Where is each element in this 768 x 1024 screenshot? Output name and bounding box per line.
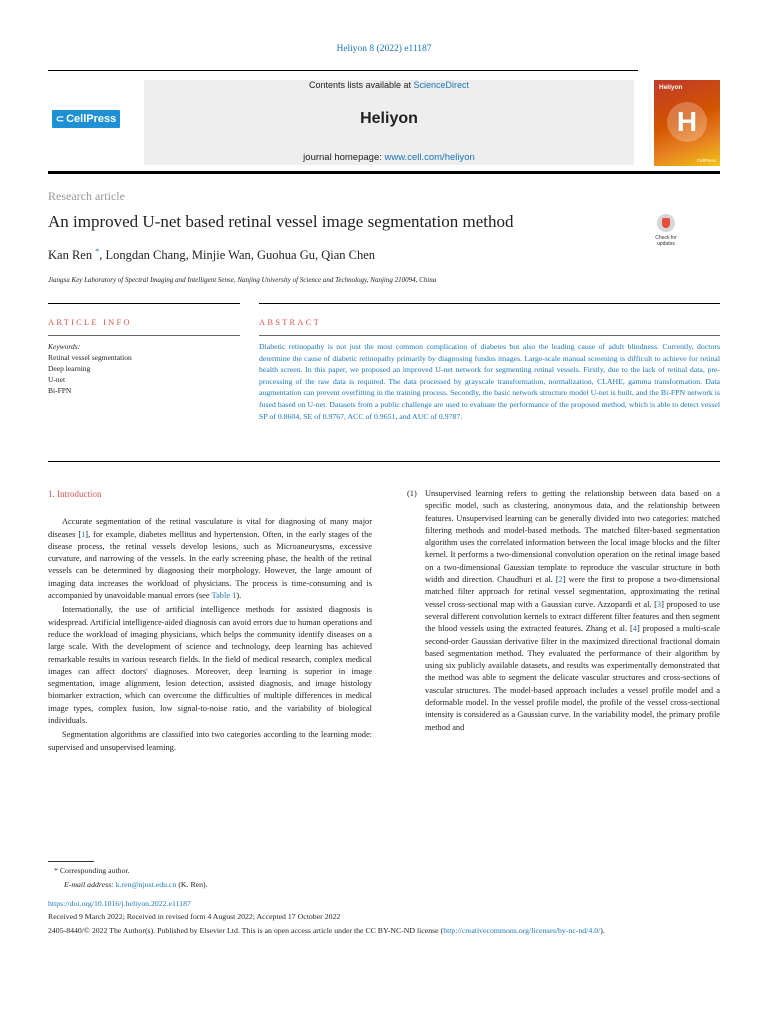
keywords-block	[48, 341, 238, 396]
cover-logo-icon: H	[667, 102, 707, 142]
citation-link[interactable]: 3	[656, 599, 662, 609]
email-footnote	[64, 880, 208, 889]
contents-line	[144, 80, 634, 90]
check-updates-label: Check for updates	[655, 235, 677, 247]
affiliation: Jiangsu Key Laboratory of Spectral Imaging and Intelligent Sense, Nanjing University of Science and Technology, Nanjing 210094, China	[48, 276, 437, 284]
header-top-rule	[48, 70, 638, 71]
list-body	[425, 488, 720, 734]
cellpress-logo-text: CellPress	[66, 113, 117, 125]
keyword-item: Bi-FPN	[48, 386, 72, 395]
email-suffix: (K. Ren).	[176, 880, 208, 889]
homepage-link[interactable]: www.cell.com/heliyon	[384, 152, 475, 163]
abstract-rule	[259, 303, 720, 304]
journal-reference[interactable]: Heliyon 8 (2022) e11187	[336, 44, 432, 54]
list-text-part: ] were the first to propose a two-dimensional matched filter approach for retinal vessel segmentation, approximating the retinal vessel cross-sectional map with a Gaussian curve. Azzopardi et al. [	[425, 575, 721, 609]
keyword-item: U-net	[48, 375, 66, 384]
citation-link[interactable]: 1	[81, 529, 86, 539]
license-link[interactable]: http://creativecommons.org/licenses/by-nc-nd/4.0/	[443, 926, 601, 935]
intro-paragraph-1	[48, 516, 372, 602]
header-bottom-rule	[48, 171, 720, 174]
footnote-rule	[48, 861, 94, 862]
abstract-bottom-rule	[48, 461, 720, 462]
list-text-part: ] proposed a multi-scale second-order Gaussian derivative filter in the maximized directional fractional domain based segmentation method. They evaluated the performance of their algorithm by using six publicly available datasets, and results was experimentally demonstrated that the method was able to segment the delicate vascular structures and cross-sections of vascular structures. The model-based approach includes a vessel profile model and a deformable model. In the vessel profile model, the profile of the vessel cross-sectional intensity is considered as a Gaussian curve. In the variability model, the primary profile method and	[425, 624, 720, 732]
check-for-updates-button[interactable]	[646, 214, 684, 252]
homepage-prefix: journal homepage:	[303, 152, 385, 163]
homepage-line	[144, 152, 634, 163]
intro-paragraph-3: Segmentation algorithms are classified into two categories according to the learning mode: supervised and unsupervised learning.	[48, 730, 372, 752]
left-column	[48, 488, 372, 754]
article-info-heading: ARTICLE INFO	[48, 317, 132, 327]
introduction-heading: 1. Introduction	[48, 489, 102, 499]
footnote-text: Corresponding author.	[59, 866, 130, 875]
abstract-text: Diabetic retinopathy is not just the most common complication of diabetes but also the leading cause of adult blindness. Currently, doctors determine the cause of diabetic retinopathy primarily by diagnosing fundus images. Large-scale manual screening is difficult to achieve for retinal health screen. In this paper, we proposed an improved U-net network for segmenting retinal vessels. Firstly, due to the lack of retinal data, pre-processing of the raw data is required. The data processed by grayscale transformation, normalization, CLAHE, gamma transformation. Data augmentation can prevent overfitting in the training process. Secondly, the basic network structure model U-net is built, and the Bi-FPN network is fused based on U-net. Datasets from a public challenge are used to evaluate the performance of the proposed method, which is able to detect vessel SP of 0.8604, SE of 0.9767, ACC of 0.9651, and AUC of 0.9787.	[259, 342, 720, 421]
abstract-heading: ABSTRACT	[259, 317, 321, 327]
article-info-rule	[48, 303, 240, 304]
doi-link[interactable]: https://doi.org/10.1016/j.heliyon.2022.e11187	[48, 899, 191, 908]
keyword-item: Retinal vessel segmentation	[48, 353, 132, 362]
check-updates-icon	[657, 214, 675, 232]
corresponding-footnote	[54, 866, 130, 875]
intro-paragraph-2: Internationally, the use of artificial intelligence methods for assisted diagnosis is widespread. Artificial intelligence-aided diagnosis can avoid errors due to human operations and reduce the workload of imaging physicians, which helps the community identify diseases on a large scale. With the development of science and technology, deep learning has achieved remarkable results in various research fields. In the field of medical research, complex medical images can affect doctors' diagnoses. Moreover, deep learning is superior in image segmentation, image alignment, lesion detection, assisted diagnosis, and image histology biomarker extraction, which can overcome the difficulties of multiple differences in medical image types, complex fusion, low signal-to-noise ratio, and the variability of biological individuals.	[48, 605, 372, 726]
cover-title: Heliyon	[659, 84, 683, 91]
right-column	[397, 488, 720, 734]
received-dates: Received 9 March 2022; Received in revised form 4 August 2022; Accepted 17 October 2022	[48, 912, 341, 921]
sciencedirect-link[interactable]: ScienceDirect	[413, 80, 470, 90]
keyword-item: Deep learning	[48, 364, 91, 373]
intro-p1-part-a: Accurate segmentation of the retinal vasculature is vital for diagnosing of many major diseases [	[48, 517, 372, 539]
list-number: (1)	[407, 489, 417, 498]
abstract-subrule	[259, 335, 720, 336]
journal-header	[144, 80, 634, 165]
article-info-subrule	[48, 335, 240, 336]
article-type: Research article	[48, 189, 125, 203]
journal-cover-image[interactable]	[654, 80, 720, 166]
author-first: Kan Ren	[48, 248, 93, 263]
cellpress-logo[interactable]	[52, 110, 120, 128]
cellpress-icon: ⊂	[55, 114, 65, 125]
license-text: 2405-8440/© 2022 The Author(s). Published by Elsevier Ltd. This is an open access article under the CC BY-NC-ND license (	[48, 926, 444, 935]
citation-link[interactable]: 2	[558, 575, 563, 585]
article-title: An improved U-net based retinal vessel image segmentation method	[48, 212, 514, 231]
license-statement	[48, 925, 720, 936]
list-text-part: ] proposed to use several different convolution kernels to extract different filter features and then segment the blood vessels using the extracted features. Zhang et al. [	[425, 599, 721, 634]
author-list	[48, 247, 375, 263]
footnote-mark: *	[54, 866, 58, 875]
list-text-part: Unsupervised learning refers to getting the relationship between data based on a specific model, such as clustering, anonymous data, and the relationship between features. Unsupervised learning can be generally divided into two categories: matched filtering methods and model-based methods. The matched filter-based segmentation algorithm uses the correlated information between the local image blocks and the filter kernel. It performs a two-dimensional convolution operation on the retinal image based on a two-dimensional Gaussian template to reproduce the vascular structure in both width and direction. Chaudhuri et al. [	[425, 489, 720, 585]
keywords-label: Keywords:	[48, 342, 81, 351]
corresponding-author-link[interactable]: *	[95, 247, 100, 256]
citation-link[interactable]: 4	[632, 624, 637, 634]
contents-prefix: Contents lists available at	[308, 80, 414, 90]
cover-footer: CellPress	[696, 158, 716, 163]
license-end: ).	[600, 926, 605, 935]
publisher-logo-area	[48, 80, 138, 165]
email-label: E-mail address:	[64, 880, 114, 889]
intro-p1-part-b: ], for example, diabetes mellitus and hypertension. Often, in the early stages of the disease process, the retinal vessels develop lesions, such as Microaneurysms, excessive curvature, and narrowing of the vessels. In the early screening phase, the health of the retinal vessels can be determined by diagnosing their morphology. However, the large amount of imaging data increases the workload of physicians. The process is time-consuming and is accompanied by unavoidable manual errors (see	[48, 529, 372, 601]
intro-p1-part-c: ).	[236, 591, 242, 601]
email-link[interactable]: k.ren@njust.edu.cn	[115, 880, 177, 889]
author-others: , Longdan Chang, Minjie Wan, Guohua Gu, Qian Chen	[99, 248, 376, 263]
journal-name: Heliyon	[360, 110, 418, 127]
table-link[interactable]: Table 1	[211, 591, 237, 601]
list-item	[397, 488, 720, 734]
